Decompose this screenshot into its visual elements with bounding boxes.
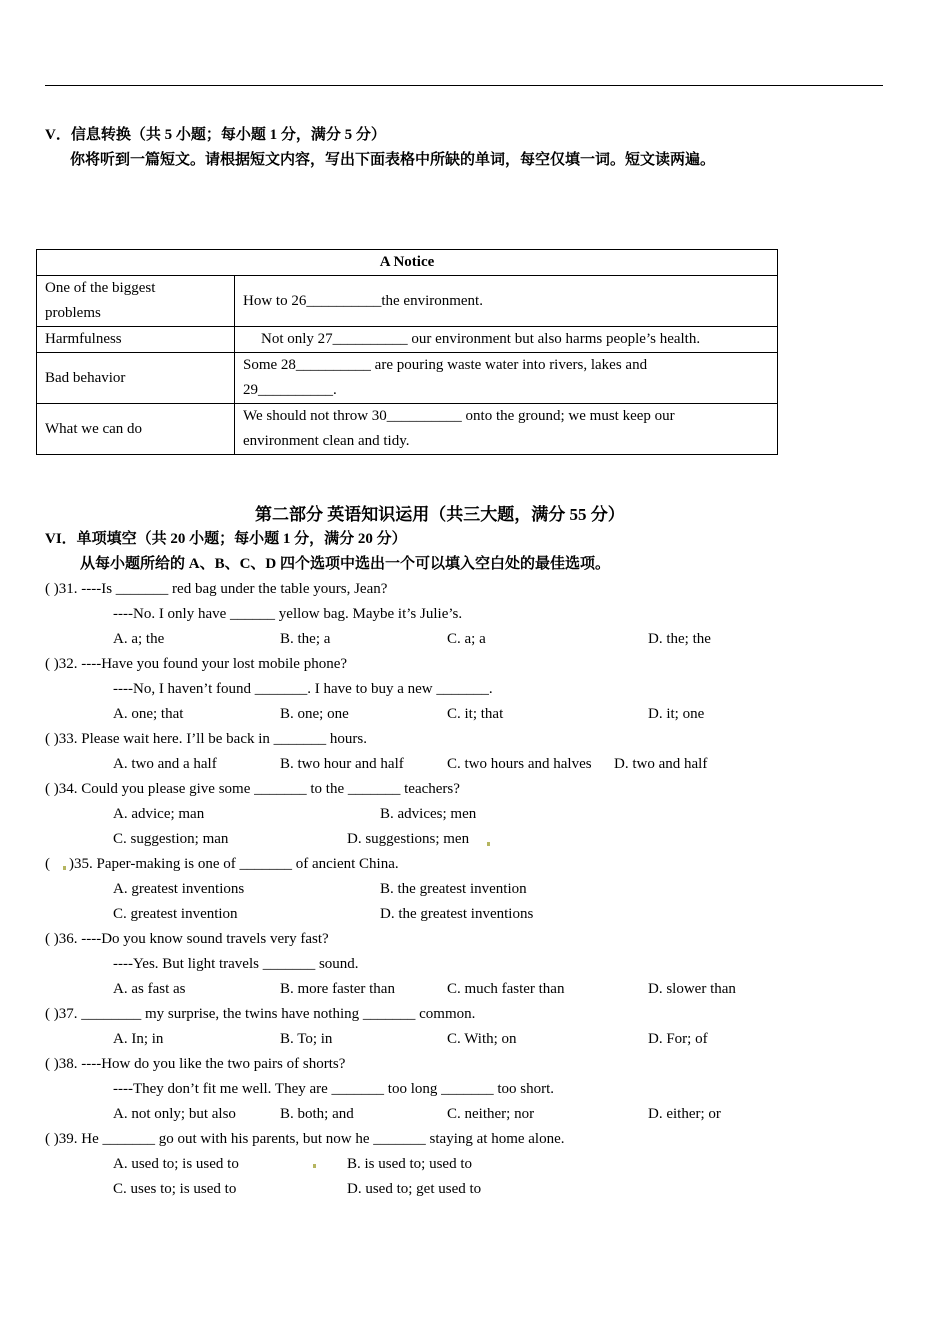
notice-table [36,249,778,455]
question-38-stem: ( )38. ----How do you like the two pairs of shorts? [45,1056,346,1072]
option-b: B. one; one [280,706,349,722]
option-b: B. both; and [280,1106,354,1122]
option-b: B. the; a [280,631,331,647]
table-row-label: What we can do [37,404,235,455]
speck-mark [313,1164,316,1168]
table-row-content: Not only 27__________ our environment but also harms people’s health. [235,327,778,353]
option-d: D. two and half [614,756,708,772]
question-36-line2: ----Yes. But light travels _______ sound. [113,956,359,972]
option-a: A. greatest inventions [113,881,245,897]
question-36-stem: ( )36. ----Do you know sound travels very fast? [45,931,329,947]
option-c: C. much faster than [447,981,565,997]
question-32-line2: ----No, I haven’t found _______. I have to buy a new _______. [113,681,493,697]
section5-heading: V．信息转换（共 5 小题；每小题 1 分，满分 5 分） [45,127,386,143]
option-a: A. not only; but also [113,1106,236,1122]
option-d: D. either; or [648,1106,721,1122]
option-d: D. used to; get used to [347,1181,482,1197]
part2-title: 第二部分 英语知识运用（共三大题，满分 55 分） [255,505,625,524]
question-35-stem: )35. Paper-making is one of _______ of ancient China. [69,856,399,872]
option-b: B. two hour and half [280,756,404,772]
content-line: We should not throw 30__________ onto the ground; we must keep our [243,408,675,424]
question-33-stem: ( )33. Please wait here. I’ll be back in _______ hours. [45,731,367,747]
speck-mark [487,842,490,846]
question-37-stem: ( )37. ________ my surprise, the twins have nothing _______ common. [45,1006,476,1022]
question-34-stem: ( )34. Could you please give some _______ to the _______ teachers? [45,781,460,797]
section6-heading: VI．单项填空（共 20 小题；每小题 1 分，满分 20 分） [45,531,407,547]
question-35-prefix: ( [45,856,50,872]
option-c: C. a; a [447,631,486,647]
content-line: 29__________. [243,382,337,398]
option-d: D. For; of [648,1031,708,1047]
table-row-label: Harmfulness [37,327,235,353]
option-a: A. two and a half [113,756,217,772]
option-c: C. suggestion; man [113,831,229,847]
option-b: B. is used to; used to [347,1156,473,1172]
option-a: A. a; the [113,631,165,647]
option-b: B. advices; men [380,806,477,822]
option-d: D. it; one [648,706,705,722]
content-line: Some 28__________ are pouring waste water into rivers, lakes and [243,357,648,373]
question-31-line2: ----No. I only have ______ yellow bag. Maybe it’s Julie’s. [113,606,463,622]
question-32-stem: ( )32. ----Have you found your lost mobile phone? [45,656,348,672]
table-row-content [235,353,778,404]
option-a: A. In; in [113,1031,164,1047]
question-38-line2: ----They don’t fit me well. They are _______ too long _______ too short. [113,1081,555,1097]
option-c: C. it; that [447,706,504,722]
option-c: C. neither; nor [447,1106,535,1122]
option-b: B. more faster than [280,981,395,997]
content-line: environment clean and tidy. [243,433,410,449]
option-a: A. advice; man [113,806,205,822]
notice-title: A Notice [37,250,778,276]
option-d: D. slower than [648,981,736,997]
section5-instruction: 你将听到一篇短文。请根据短文内容，写出下面表格中所缺的单词，每空仅填一词。短文读两遍。 [70,152,716,168]
table-row-label [37,276,235,327]
question-31-stem: ( )31. ----Is _______ red bag under the table yours, Jean? [45,581,388,597]
option-a: A. one; that [113,706,184,722]
option-a: A. used to; is used to [113,1156,239,1172]
option-b: B. the greatest invention [380,881,527,897]
option-c: C. uses to; is used to [113,1181,237,1197]
option-b: B. To; in [280,1031,333,1047]
top-rule [45,85,883,86]
option-d: D. suggestions; men [347,831,470,847]
option-c: C. two hours and halves [447,756,592,772]
option-d: D. the; the [648,631,711,647]
option-c: C. greatest invention [113,906,238,922]
option-c: C. With; on [447,1031,517,1047]
speck-mark [63,866,66,870]
question-39-stem: ( )39. He _______ go out with his parents, but now he _______ staying at home alone. [45,1131,565,1147]
table-row-content [235,404,778,455]
option-d: D. the greatest inventions [380,906,534,922]
section6-instruction: 从每小题所给的 A、B、C、D 四个选项中选出一个可以填入空白处的最佳选项。 [80,556,611,572]
option-a: A. as fast as [113,981,186,997]
table-row-label: Bad behavior [37,353,235,404]
table-row-content: How to 26__________the environment. [235,276,778,327]
label-line: problems [45,305,101,321]
label-line: One of the biggest [45,280,156,296]
